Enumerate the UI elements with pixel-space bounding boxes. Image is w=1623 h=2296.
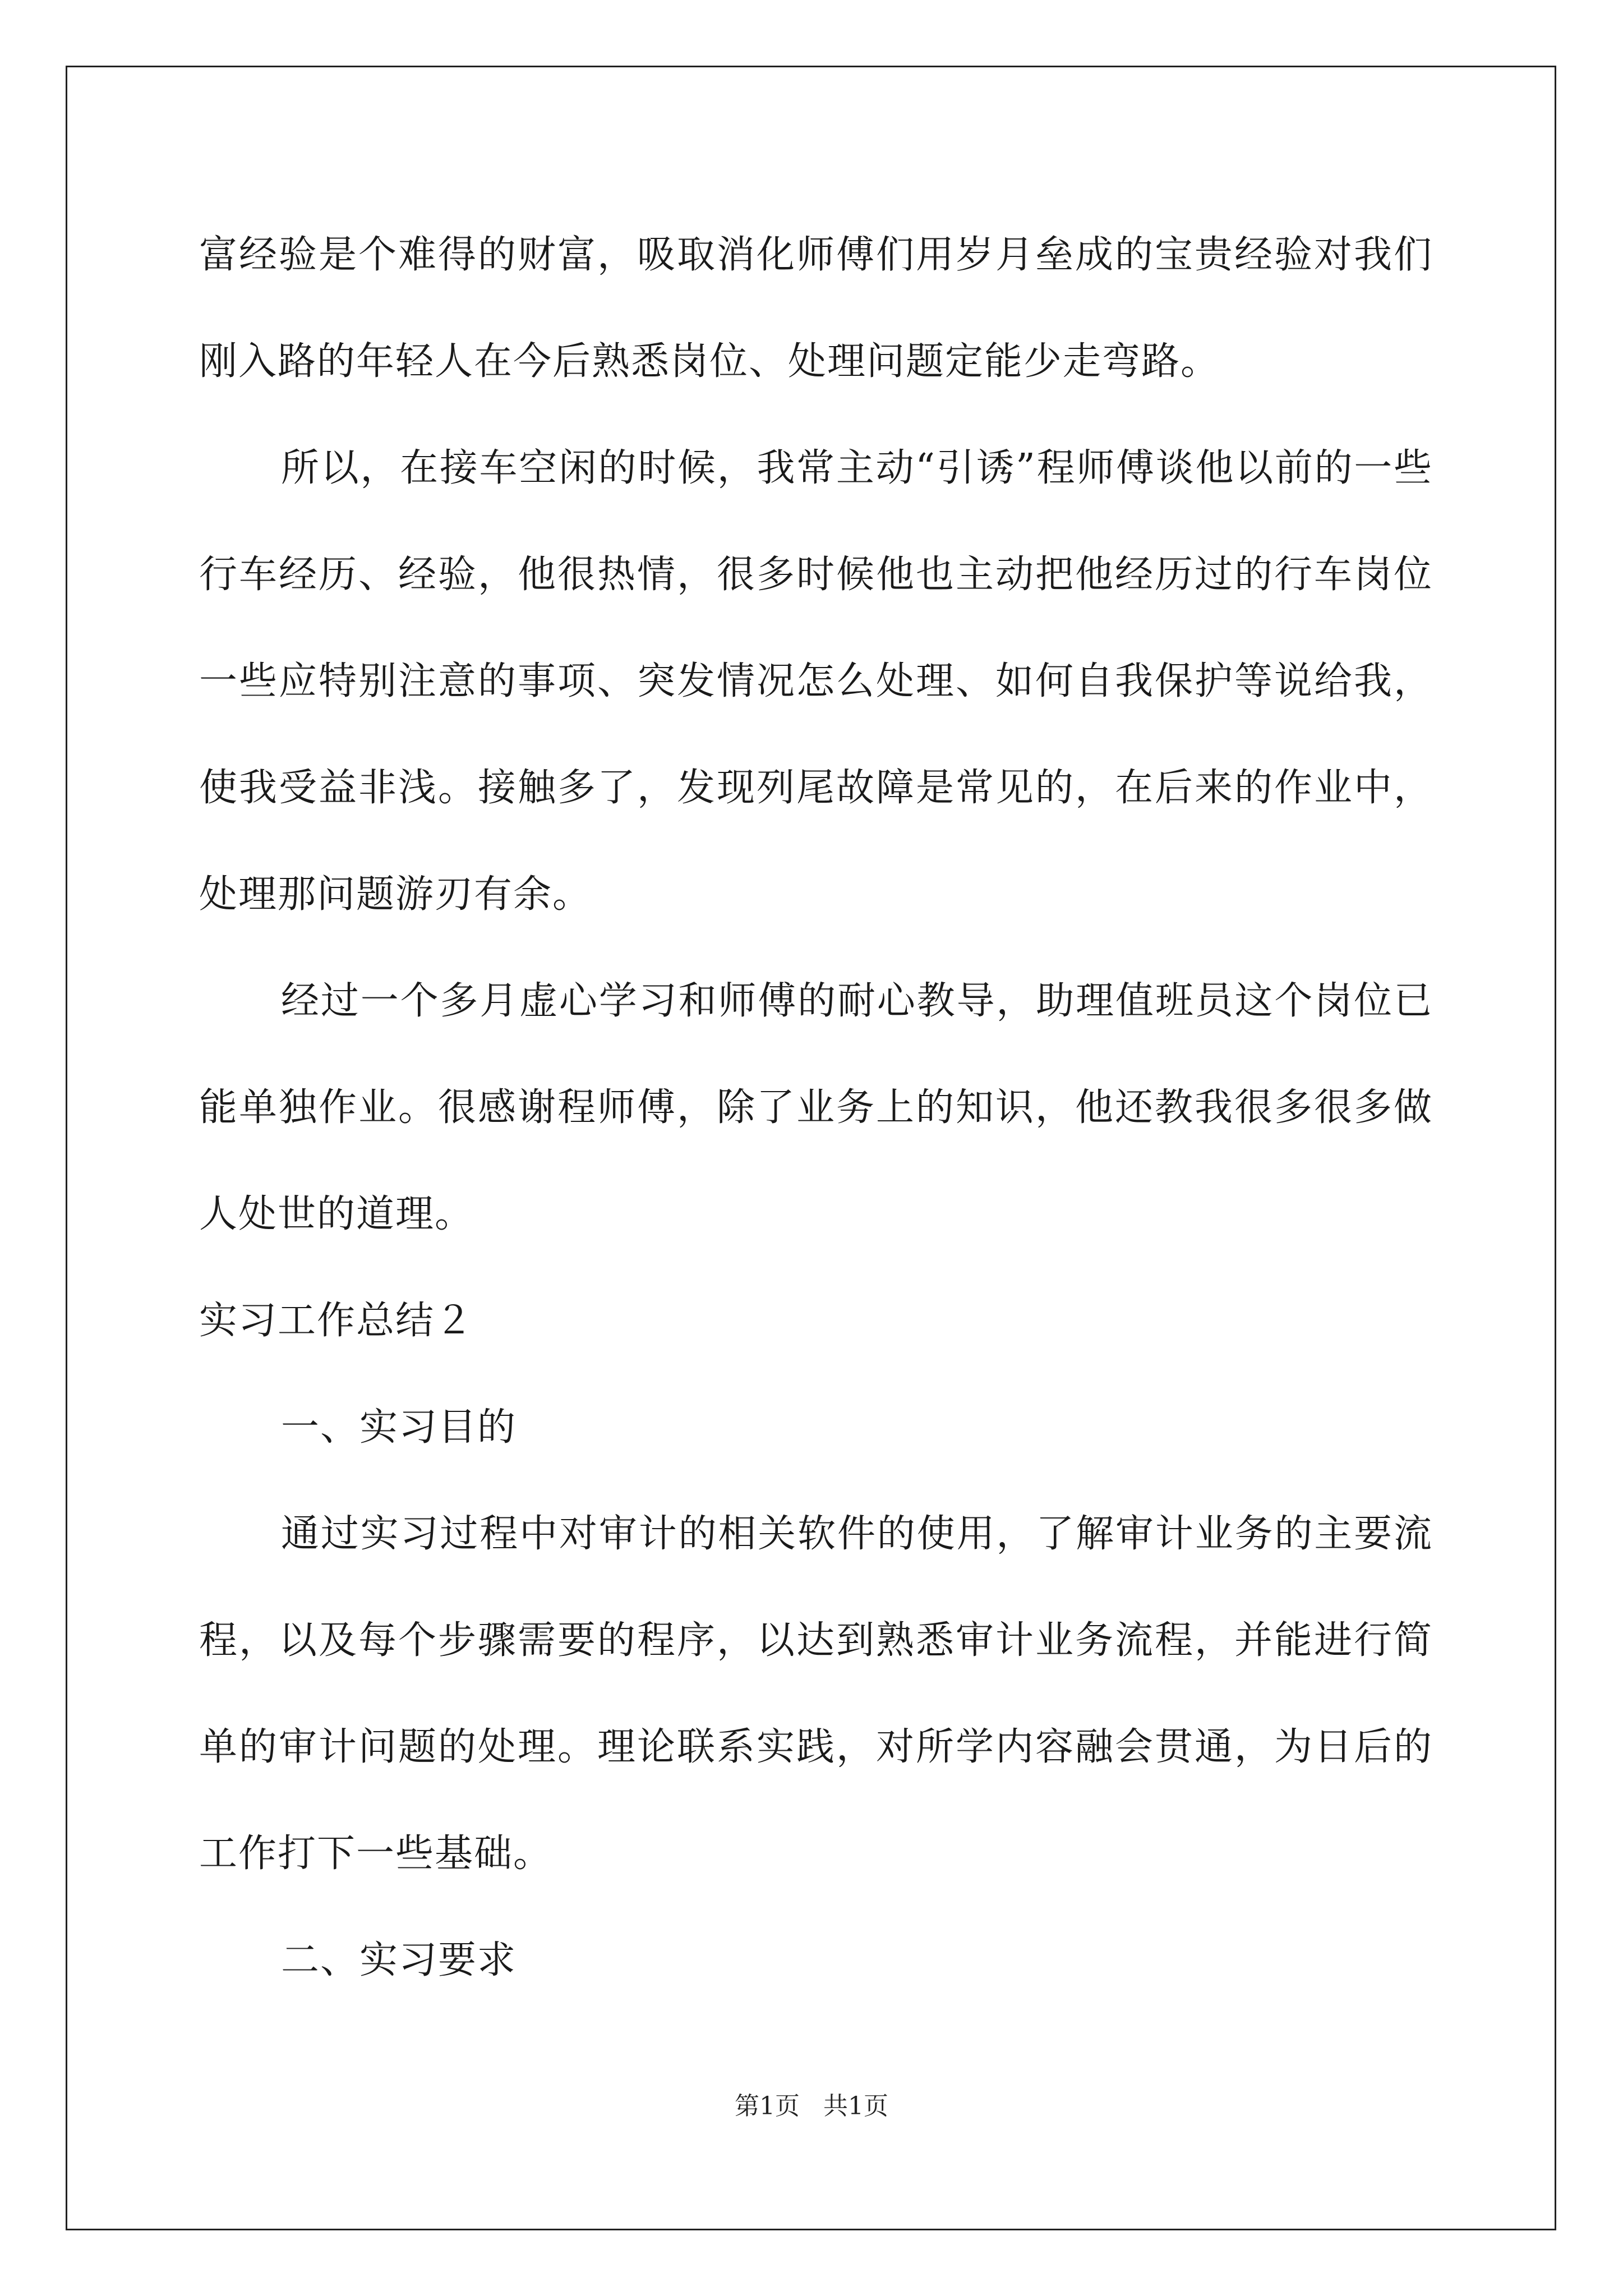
subsection-heading: 二、实习要求 <box>281 1938 517 1982</box>
page-footer <box>0 2086 1623 2122</box>
section-title: 实习工作总结２ <box>199 1299 474 1343</box>
subsection-heading: 一、实习目的 <box>281 1405 517 1450</box>
page-number: 第1页 <box>735 2092 800 2120</box>
paragraph: 富经验是个难得的财富，吸取消化师傅们用岁月垒成的宝贵经验对我们刚入路的年轻人在今后熟悉岗位、处理问题定能少走弯路。 <box>199 233 1433 384</box>
document-body <box>199 202 1433 2014</box>
paragraph: 通过实习过程中对审计的相关软件的使用，了解审计业务的主要流程，以及每个步骤需要的程序，以达到熟悉审计业务流程，并能进行简单的审计问题的处理。理论联系实践，对所学内容融会贯通，为日后的工作打下一些基础。 <box>199 1512 1433 1876</box>
page-total: 共1页 <box>823 2092 888 2120</box>
paragraph: 经过一个多月虚心学习和师傅的耐心教导，助理值班员这个岗位已能单独作业。很感谢程师傅，除了业务上的知识，他还教我很多很多做人处世的道理。 <box>199 979 1433 1236</box>
paragraph: 所以，在接车空闲的时候，我常主动“引诱”程师傅谈他以前的一些行车经历、经验，他很热情，很多时候他也主动把他经历过的行车岗位一些应特别注意的事项、突发情况怎么处理、如何自我保护等说给我，使我受益非浅。接触多了，发现列尾故障是常见的，在后来的作业中，处理那问题游刃有余。 <box>199 446 1433 917</box>
